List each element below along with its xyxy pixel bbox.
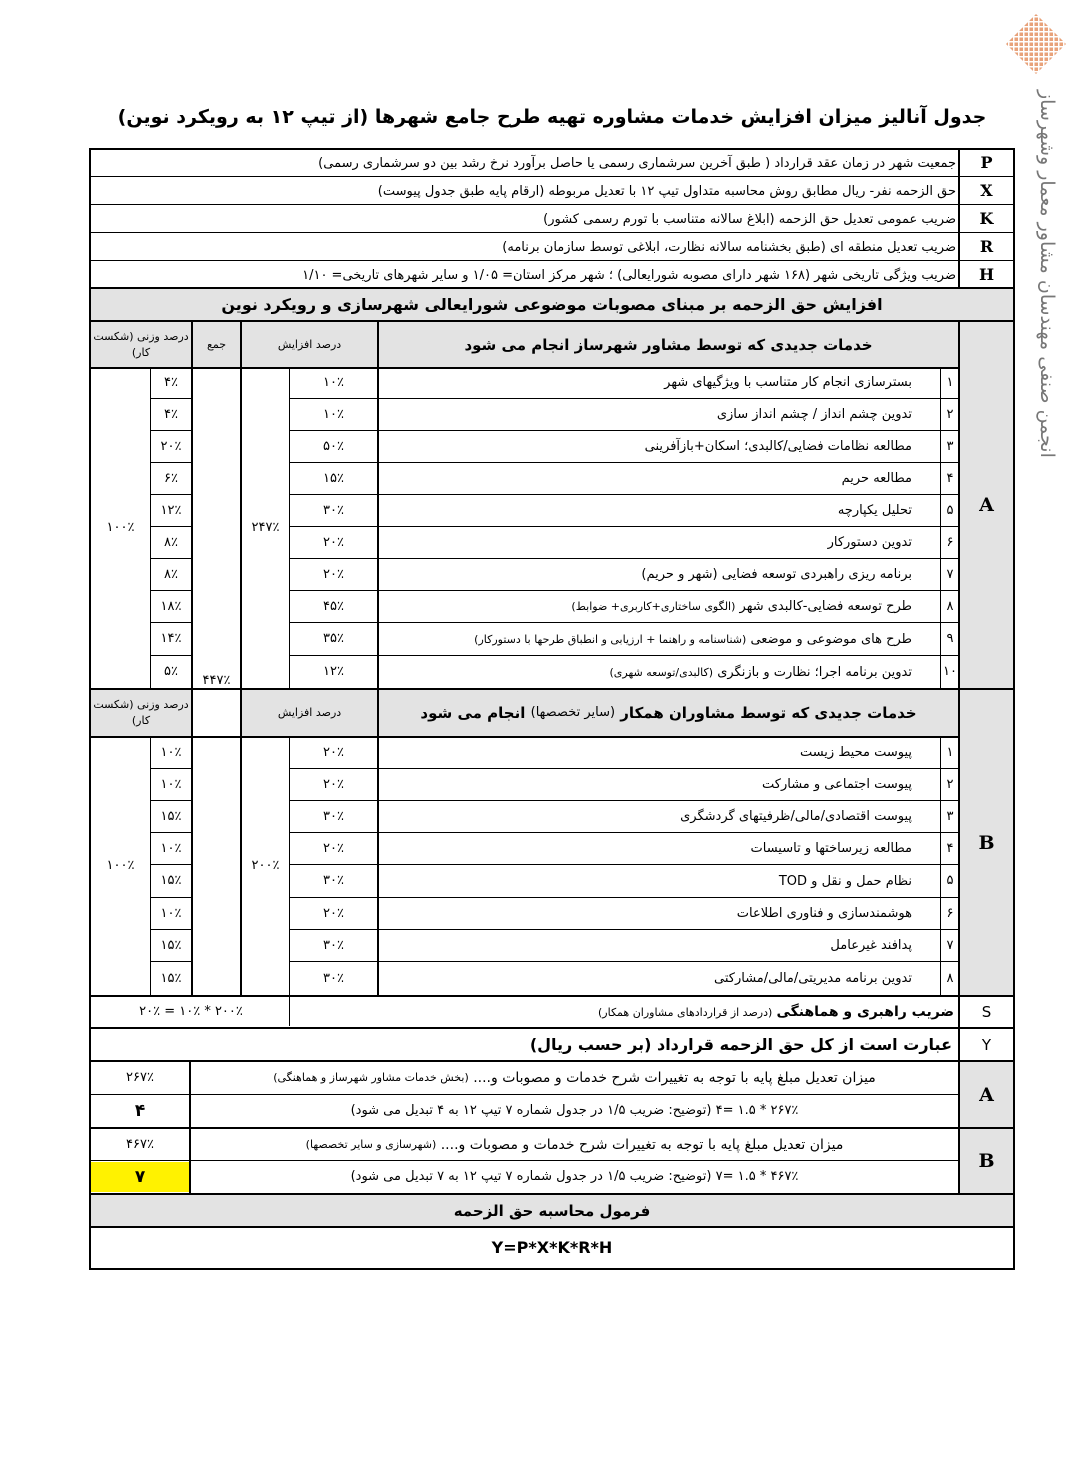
col-weight-b: درصد وزنی (شکست کار) <box>93 698 189 727</box>
group-b-header <box>379 690 958 736</box>
var-text-h: ضریب ویژگی تاریخی شهر (۱۶۸ شهر دارای مصوبه شورایعالی) ؛ شهر مرکز استان= ۱/۰۵ و سایر شهرهای تاریخی= ۱/۱۰ <box>302 267 956 283</box>
group-a-header: خدمات جدیدی که توسط مشاور شهرساز انجام می شود <box>464 335 873 354</box>
association-logo <box>1004 12 1068 76</box>
group-b-code: B <box>978 831 995 854</box>
group-b-header-text: خدمات جدیدی که توسط مشاوران همکار <box>620 704 917 722</box>
increase-percent: ۲۰٪ <box>323 840 344 856</box>
var-text-x: حق الزحمه نفر- ریال مطابق روش محاسبه متداول تیپ ۱۲ با تعدیل مربوطه (ارقام پایه طبق جدول پیوست) <box>377 183 956 199</box>
service-title: تدوین دستورکار <box>827 535 912 550</box>
group-a-weight-total: ۱۰۰٪ <box>106 519 135 535</box>
weight-percent: ۸٪ <box>164 534 178 550</box>
row-number: ۷ <box>946 937 954 953</box>
col-increase-b: درصد افزایش <box>277 706 342 719</box>
weight-percent: ۱۴٪ <box>160 631 182 646</box>
s-note: (درصد از قراردادهای مشاوران همکار) <box>598 1005 773 1019</box>
service-title: طرح توسعه فضایی-کالبدی شهر <box>739 599 912 614</box>
weight-percent: ۱۰٪ <box>160 744 182 760</box>
weight-percent: ۸٪ <box>164 566 178 582</box>
row-number: ۱۰ <box>943 664 957 679</box>
service-title: مطالعه نظامات فضایی/کالبدی؛ اسکان+بازآفرینی <box>644 439 912 454</box>
weight-percent: ۴٪ <box>164 374 178 390</box>
service-title: تدوین برنامه اجرا؛ نظارت و بازنگری <box>717 664 912 680</box>
increase-percent: ۲۰٪ <box>323 905 344 921</box>
adj-a-code: A <box>979 1083 994 1106</box>
var-code-r: R <box>979 237 994 256</box>
increase-percent: ۳۰٪ <box>323 937 344 953</box>
weight-percent: ۱۰٪ <box>160 776 182 792</box>
var-text-k: ضریب عمومی تعدیل حق الزحمه (ابلاغ سالانه متناسب با تورم رسمی کشور) <box>543 211 956 227</box>
s-title: ضریب راهبری و هماهنگی <box>776 1004 954 1020</box>
weight-percent: ۴٪ <box>164 406 178 422</box>
row-number: ۸ <box>946 598 954 614</box>
s-title-with-note <box>300 997 954 1027</box>
row-number: ۹ <box>946 631 954 646</box>
adj-a-text-with-note <box>191 1062 958 1094</box>
var-code-k: K <box>979 209 994 228</box>
row-number: ۴ <box>946 840 954 856</box>
row-number: ۴ <box>946 470 954 486</box>
increase-percent: ۲۰٪ <box>323 566 344 582</box>
group-b-weight-total: ۱۰۰٪ <box>106 858 135 873</box>
formula-title: فرمول محاسبه حق الزحمه <box>453 1201 651 1220</box>
group-a-increase-total: ۲۴۷٪ <box>251 519 280 535</box>
increase-percent: ۲۰٪ <box>323 744 344 760</box>
increase-percent: ۳۰٪ <box>323 970 344 986</box>
service-title: مطالعه حریم <box>841 471 912 486</box>
service-title: پدافند غیرعامل <box>830 938 912 953</box>
s-value: ۲۰۰٪ * ۱۰٪ = ۲۰٪ <box>139 1004 243 1019</box>
increase-percent: ۳۰٪ <box>323 502 344 518</box>
service-title: پیوست اجتماعی و مشارکت <box>762 777 912 792</box>
grand-total: ۴۴۷٪ <box>202 673 231 688</box>
row-number: ۷ <box>946 566 954 582</box>
service-note: (الگوی ساختاری+کاربری+ ضوابط) <box>571 600 736 613</box>
group-b-header-note: (سایر تخصصها) <box>530 705 616 720</box>
service-title: طرح های موضوعی و موضعی <box>750 631 912 647</box>
service-title: برنامه ریزی راهبردی توسعه فضایی (شهر و حریم) <box>641 567 912 582</box>
group-b-increase-total: ۲۰۰٪ <box>251 858 280 873</box>
adj-b-factor: ۷ <box>134 1167 146 1187</box>
service-title: تحلیل یکپارچه <box>837 503 912 518</box>
weight-percent: ۱۰٪ <box>160 905 182 921</box>
row-number: ۵ <box>946 873 954 888</box>
weight-percent: ۶٪ <box>164 470 178 486</box>
adj-a-factor: ۴ <box>134 1101 146 1121</box>
increase-percent: ۳۰٪ <box>323 873 344 888</box>
side-banner: انجمن صنفی مهندسان مشاور معمار وشهرساز <box>1036 90 1058 458</box>
weight-percent: ۱۸٪ <box>160 598 182 614</box>
service-title: بسترسازی انجام کار متناسب با ویژگیهای شهر <box>664 375 912 390</box>
row-number: ۶ <box>946 534 954 550</box>
row-number: ۳ <box>946 808 954 824</box>
increase-percent: ۱۰٪ <box>323 406 344 422</box>
increase-percent: ۳۰٪ <box>323 808 344 824</box>
row-number: ۶ <box>946 905 954 921</box>
adj-a-text: میزان تعدیل مبلغ پایه با توجه به تغییرات شرح خدمات و مصوبات و.... <box>473 1070 876 1086</box>
var-text-p: جمعیت شهر در زمان عقد قرارداد ( طبق آخرین سرشماری رسمی یا حاصل برآورد نرخ رشد بین دو سرشماری رسمی) <box>318 155 956 171</box>
adj-b-text-with-note <box>191 1129 958 1160</box>
row-number: ۲ <box>946 406 954 422</box>
adj-b-calc: ۴۶۷٪ * ۱.۵ =۷ (توضیح: ضریب ۱/۵ در جدول شماره ۷ تیپ ۱۲ به ۷ تبدیل می شود) <box>350 1169 799 1184</box>
adj-a-calc: ۲۶۷٪ * ۱.۵ =۴ (توضیح: ضریب ۱/۵ در جدول شماره ۷ تیپ ۱۲ به ۴ تبدیل می شود) <box>350 1103 799 1118</box>
col-increase-a: درصد افزایش <box>277 337 342 351</box>
weight-percent: ۱۵٪ <box>160 873 182 888</box>
weight-percent: ۱۵٪ <box>160 808 182 824</box>
increase-percent: ۱۰٪ <box>323 374 344 390</box>
weight-percent: ۱۵٪ <box>160 937 182 953</box>
row-number: ۱ <box>946 374 954 390</box>
row-number: ۸ <box>946 970 954 986</box>
service-title-with-note <box>382 623 912 655</box>
adj-b-value: ۴۶۷٪ <box>126 1136 154 1152</box>
service-title-with-note <box>382 591 912 622</box>
adj-a-note: (بخش خدمات مشاور شهرساز و هماهنگی) <box>273 1071 469 1084</box>
service-title: مطالعه زیرساختها و تاسیسات <box>750 841 912 856</box>
weight-percent: ۱۵٪ <box>160 970 182 986</box>
increase-percent: ۳۵٪ <box>323 631 344 646</box>
adj-a-value: ۲۶۷٪ <box>126 1070 154 1085</box>
increase-percent: ۱۵٪ <box>323 470 344 486</box>
service-title: تدوین چشم انداز / چشم انداز سازی <box>716 407 912 422</box>
s-code: S <box>981 1003 992 1021</box>
increase-percent: ۲۰٪ <box>323 534 344 550</box>
service-title: پیوست محیط زیست <box>799 745 912 760</box>
increase-percent: ۱۲٪ <box>323 664 344 679</box>
service-note: (کالبدی/توسعه شهری) <box>609 665 714 679</box>
service-title-with-note <box>382 656 912 688</box>
weight-percent: ۲۰٪ <box>160 438 182 454</box>
y-text: عبارت است از کل حق الزحمه قرارداد (بر حسب ریال) <box>529 1035 952 1054</box>
group-b-header-tail: انجام می شود <box>420 704 526 722</box>
service-note: (شناسنامه و راهنما + ارزیابی و انطباق طرحها با دستورکار) <box>474 632 747 646</box>
row-number: ۵ <box>946 502 954 518</box>
row-number: ۲ <box>946 776 954 792</box>
group-a-code: A <box>979 494 994 516</box>
service-title: پیوست اقتصادی/مالی/ظرفیتهای گردشگری <box>680 809 912 824</box>
weight-percent: ۱۲٪ <box>160 502 182 518</box>
var-code-x: X <box>980 181 993 200</box>
var-code-h: H <box>978 265 995 284</box>
weight-percent: ۱۰٪ <box>160 840 182 856</box>
weight-percent: ۵٪ <box>164 664 178 679</box>
row-number: ۱ <box>946 744 954 760</box>
row-number: ۳ <box>946 438 954 454</box>
section-header: افزایش حق الزحمه بر مبنای مصوبات موضوعی شورایعالی شهرسازی و رویکرد نوین <box>221 294 883 314</box>
col-weight-a: درصد وزنی (شکست کار) <box>93 329 189 359</box>
increase-percent: ۵۰٪ <box>323 438 344 454</box>
var-code-p: P <box>980 153 993 172</box>
service-title: هوشمندسازی و فناوری اطلاعات <box>736 906 912 921</box>
page-title: جدول آنالیز میزان افزایش خدمات مشاوره تهیه طرح جامع شهرها (از تیپ ۱۲ به رویکرد نوین) <box>117 106 987 128</box>
increase-percent: ۴۵٪ <box>323 598 344 614</box>
service-title: نظام حمل و نقل و TOD <box>778 873 912 889</box>
increase-percent: ۲۰٪ <box>323 776 344 792</box>
var-text-r: ضریب تعدیل منطقه ای (طبق بخشنامه سالانه نظارت، ابلاغی توسط سازمان برنامه) <box>502 239 956 255</box>
adj-b-code: B <box>978 1150 995 1172</box>
col-sum: جمع <box>207 337 227 351</box>
y-code: Y <box>981 1035 992 1054</box>
adj-b-note: (شهرسازی و سایر تخصصها) <box>305 1137 437 1151</box>
adj-b-text: میزان تعدیل مبلغ پایه با توجه به تغییرات شرح خدمات و مصوبات و.... <box>440 1136 844 1153</box>
service-title: تدوین برنامه مدیریتی/مالی/مشارکتی <box>714 971 912 986</box>
formula: Y=P*X*K*R*H <box>491 1238 613 1257</box>
